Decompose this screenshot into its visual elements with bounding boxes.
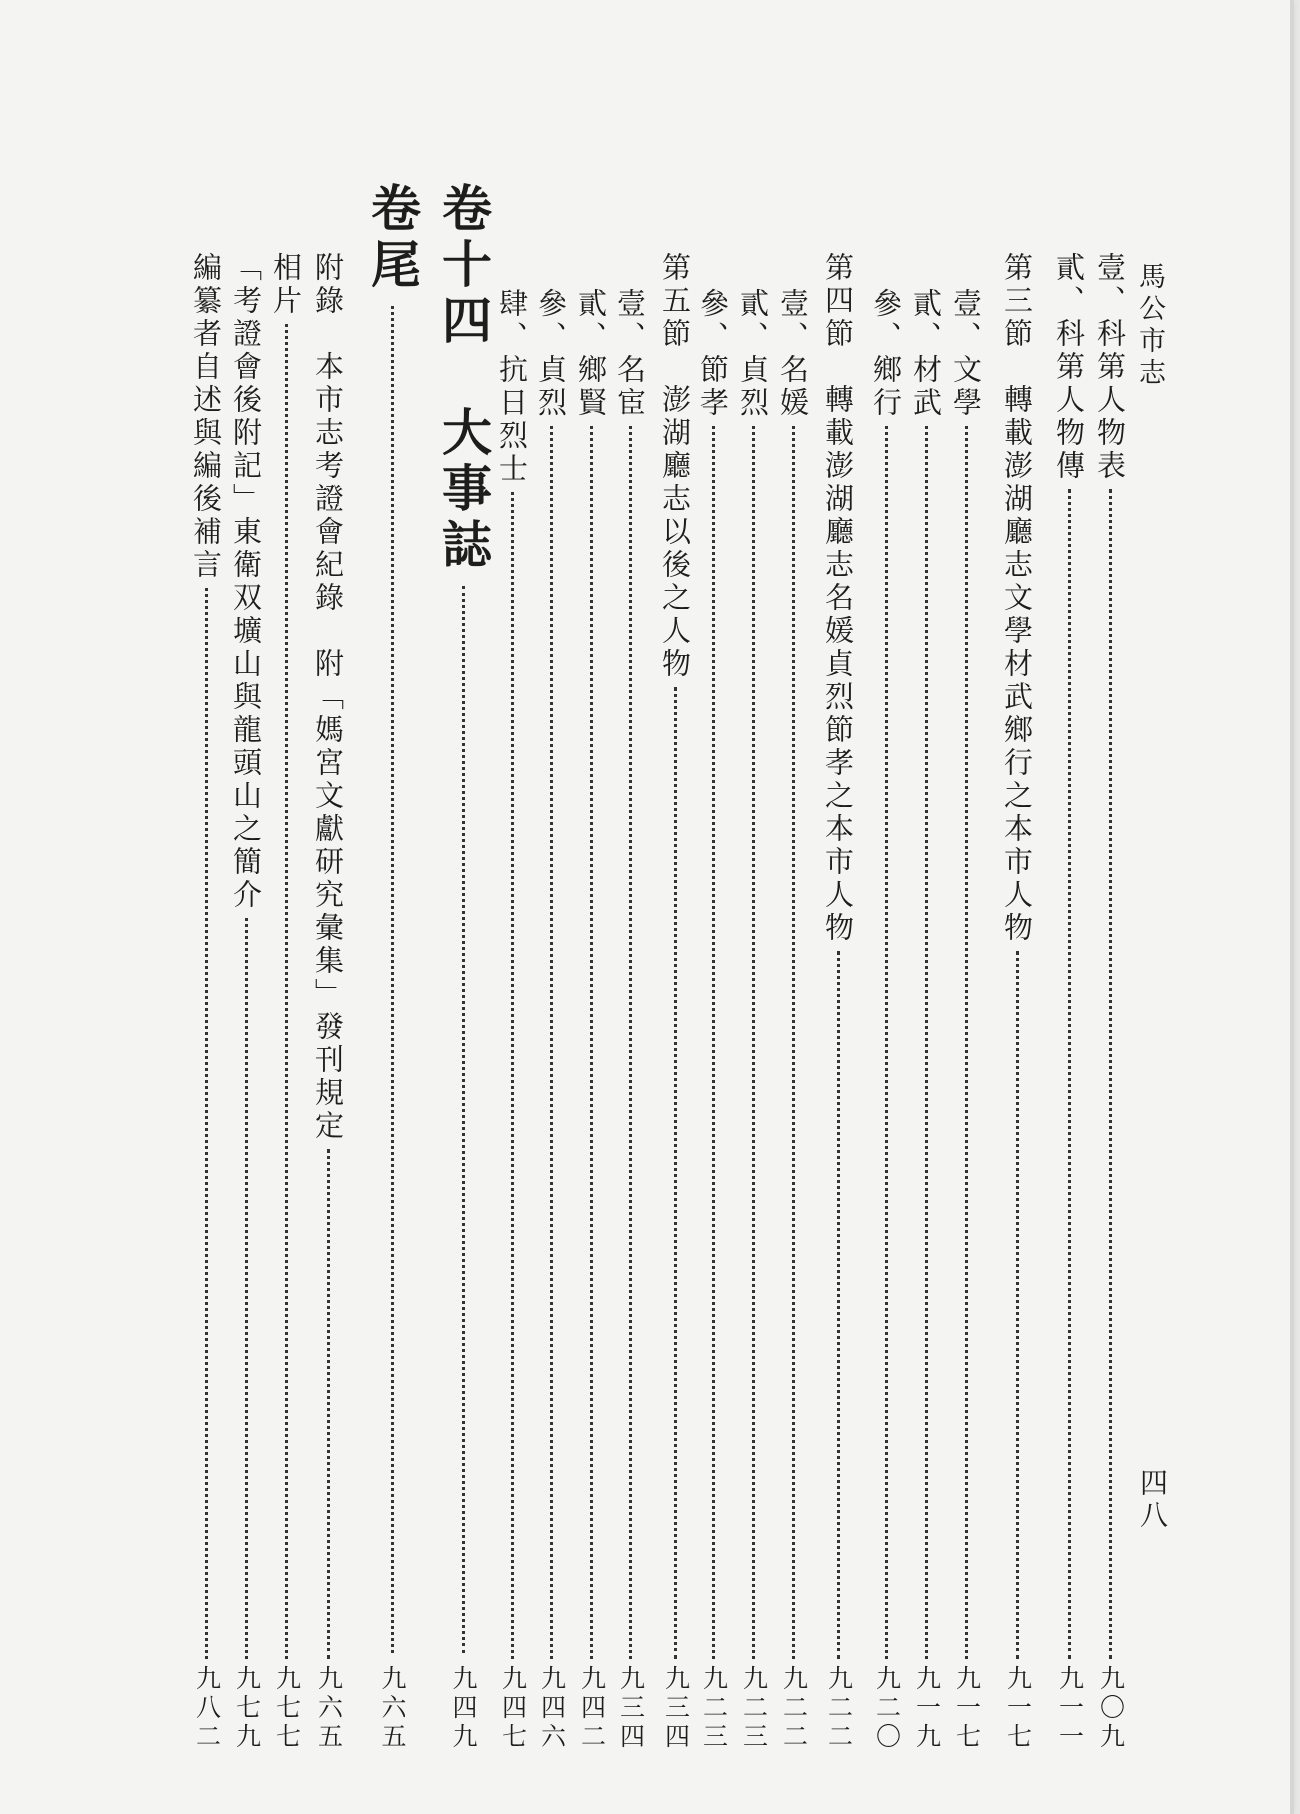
toc-section-3 [997,252,1037,1752]
leader-dots [1016,951,1019,1659]
leader-dots [245,918,248,1659]
entry-title: 相片 [269,252,303,318]
entry-page: 九二三 [699,1665,729,1752]
entry-page: 九四九 [449,1665,478,1752]
entry-page: 九三四 [616,1665,646,1752]
entry-title: 編纂者自述與編後補言 [189,252,223,582]
toc-entry-12 [610,288,650,1788]
entry-page: 九二二 [824,1665,854,1752]
entry-title: 貳、貞烈 [736,288,770,420]
entry-page: 九一七 [1003,1665,1033,1752]
entry-title: 肆、抗日烈士 [495,288,529,486]
entry-page: 九七九 [232,1665,262,1752]
leader-dots [752,426,755,1659]
leader-dots [205,588,208,1659]
entry-page: 九一七 [952,1665,982,1752]
leader-dots [550,426,553,1659]
leader-dots [674,687,677,1659]
entry-page: 九〇九 [1096,1665,1126,1752]
toc-entry-14 [531,288,571,1788]
leader-dots [629,426,632,1659]
leader-dots [327,1149,330,1659]
entry-title: 參、鄉行 [869,288,903,420]
leader-dots [511,492,514,1659]
leader-dots [391,306,394,1653]
toc-volume-end [356,182,422,1752]
entry-title: 卷十四 大事誌 [434,182,493,574]
toc-section-5 [655,252,695,1752]
page-number: 四八 [1136,1468,1169,1532]
toc-entry-6 [866,288,906,1788]
entry-page: 九六五 [378,1665,407,1752]
toc-entry-9 [733,288,773,1788]
leader-dots [462,586,465,1653]
entry-page: 九七七 [272,1665,302,1752]
toc-postscript [226,252,266,1752]
entry-title: 卷尾 [363,182,422,294]
entry-title: 壹、名媛 [776,288,810,420]
page-edge [1290,0,1294,1814]
leader-dots [792,426,795,1659]
toc-entry-13 [571,288,611,1788]
entry-page: 九二三 [739,1665,769,1752]
entry-page: 九一一 [1055,1665,1085,1752]
toc-editor-notes [186,252,226,1752]
entry-title: 第四節 轉載澎湖廳志名媛貞烈節孝之本市人物 [821,252,855,945]
toc-section-4 [818,252,858,1752]
book-title-header: 馬公市志 [1134,262,1165,390]
entry-title: 附錄 本市志考證會紀錄 附「媽宮文獻研究彙集」發刊規定 [311,252,345,1143]
entry-page: 九二二 [779,1665,809,1752]
entry-page: 九一九 [912,1665,942,1752]
toc-entry-5 [906,288,946,1788]
leader-dots [925,426,928,1659]
leader-dots [837,951,840,1659]
entry-title: 第三節 轉載澎湖廳志文學材武鄉行之本市人物 [1000,252,1034,945]
toc-photos [266,252,306,1752]
toc-entry-1 [1090,252,1130,1752]
leader-dots [590,426,593,1659]
entry-title: 壹、文學 [949,288,983,420]
entry-title: 參、貞烈 [534,288,568,420]
toc-volume-14 [427,182,493,1752]
toc-entry-4 [946,288,986,1788]
entry-title: 第五節 澎湖廳志以後之人物 [658,252,692,681]
leader-dots [1109,489,1112,1659]
entry-title: 壹、科第人物表 [1093,252,1127,483]
leader-dots [1068,489,1071,1659]
toc-entry-2 [1049,252,1089,1752]
toc-appendix [308,252,348,1752]
leader-dots [965,426,968,1659]
toc-entry-10 [693,288,733,1788]
entry-page: 九四七 [498,1665,528,1752]
entry-title: 「考證會後附記」東衛双壙山與龍頭山之簡介 [229,252,263,912]
leader-dots [285,324,288,1659]
leader-dots [712,426,715,1659]
entry-title: 壹、名宦 [613,288,647,420]
entry-page: 九二〇 [872,1665,902,1752]
entry-title: 參、節孝 [696,288,730,420]
entry-page: 九四二 [577,1665,607,1752]
entry-title: 貳、材武 [909,288,943,420]
entry-page: 九四六 [537,1665,567,1752]
entry-page: 九三四 [661,1665,691,1752]
entry-title: 貳、科第人物傳 [1052,252,1086,483]
entry-page: 九八二 [192,1665,222,1752]
entry-title: 貳、鄉賢 [574,288,608,420]
leader-dots [885,426,888,1659]
toc-entry-8 [773,288,813,1788]
entry-page: 九六五 [314,1665,344,1752]
